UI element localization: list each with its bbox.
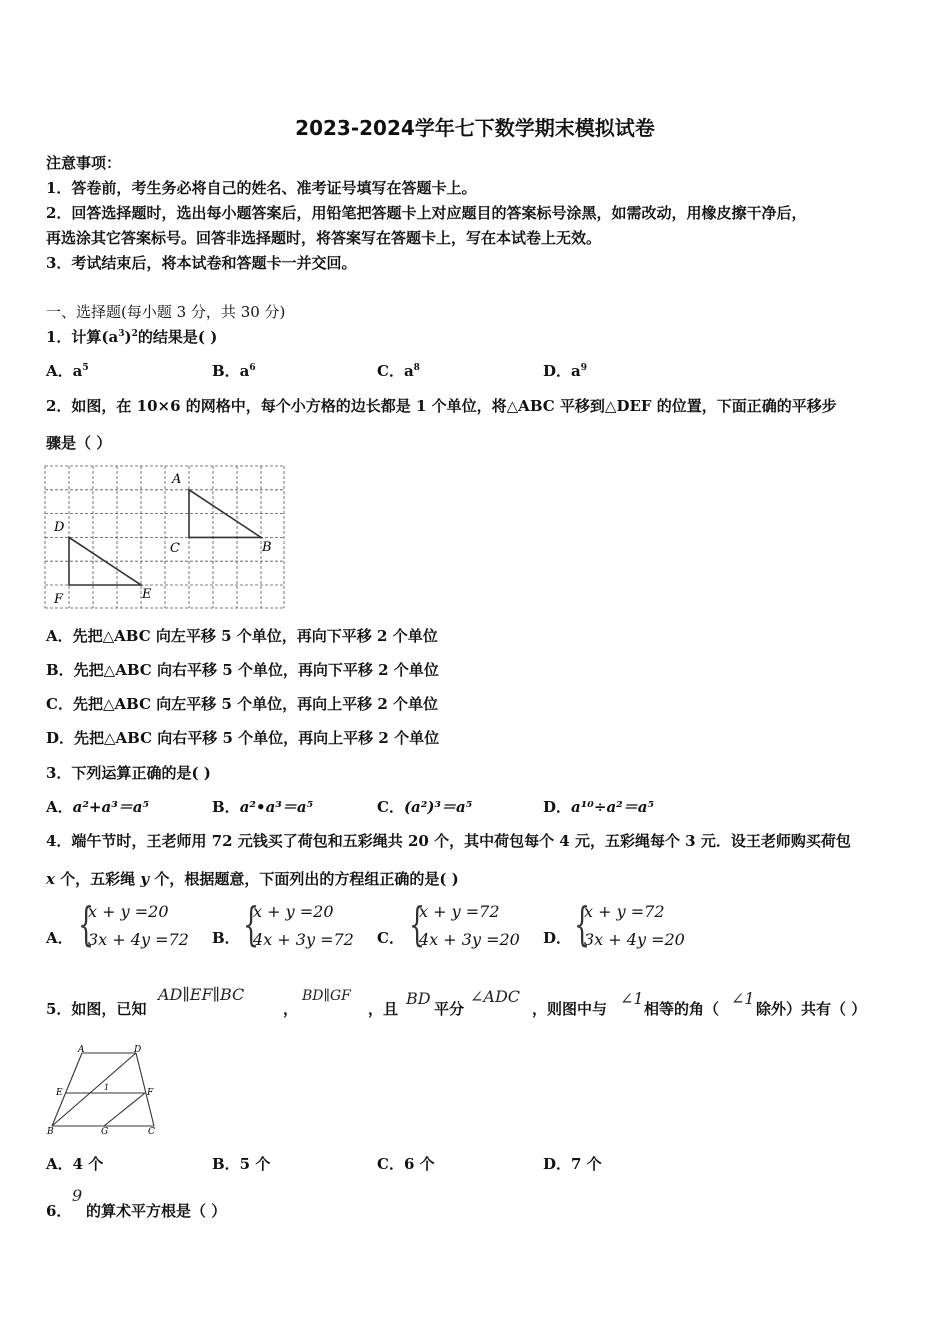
q5-option-c[interactable]: C．6 个: [377, 1155, 435, 1173]
brace-icon: {: [409, 897, 426, 951]
page-title: 2023-2024学年七下数学期末模拟试卷: [295, 116, 655, 140]
q4-d-eq1: x + y =72: [584, 902, 665, 921]
q3-option-a[interactable]: A．a²+a³＝a⁵: [46, 798, 150, 816]
q5-formula-bd-gf: BD∥GF: [302, 988, 351, 1004]
q5-formula-angle1-b: ∠1: [731, 989, 755, 1008]
q4-option-d-label[interactable]: D．: [543, 929, 572, 947]
q4-c-eq1: x + y =72: [419, 902, 500, 921]
q5-formula-bd: BD: [406, 989, 431, 1008]
q4-b-eq1: x + y =20: [253, 902, 334, 921]
question-6-number: 6．: [46, 1202, 72, 1220]
label-c: C: [170, 541, 180, 556]
question-1-stem: 1．计算$(a^3)^2$的结果是( ): [46, 328, 218, 346]
question-4-stem-line1: 4．端午节时，王老师用 72 元钱买了荷包和五彩绳共 20 个，其中荷包每个 4 元，五彩绳每个 3 元．设王老师购买荷包: [46, 832, 851, 850]
brace-icon: {: [574, 897, 591, 951]
label-e: E: [142, 587, 152, 602]
q1-option-b[interactable]: B．$a^6$: [212, 362, 256, 380]
question-6-stem: 的算术平方根是（ ）: [86, 1202, 227, 1220]
question-3-stem: 3．下列运算正确的是( ): [46, 764, 211, 782]
q3-option-c[interactable]: C．(a²)³＝a⁵: [377, 798, 473, 816]
label-d: D: [134, 1045, 142, 1055]
label-a: A: [78, 1045, 85, 1055]
question-5-stem-c: ，且: [368, 1000, 399, 1018]
label-b: B: [262, 540, 272, 555]
q5-option-a[interactable]: A．4 个: [46, 1155, 104, 1173]
trapezoid-figure: [44, 1043, 162, 1135]
question-5-stem-e: ，则图中与: [532, 1000, 608, 1018]
question-2-stem-line1: 2．如图，在 10×6 的网格中，每个小方格的边长都是 1 个单位，将△ABC 平移到△DEF 的位置，下面正确的平移步: [46, 397, 837, 415]
notice-heading: 注意事项：: [46, 154, 122, 172]
q5-option-b[interactable]: B．5 个: [212, 1155, 271, 1173]
q4-c-eq2: 4x + 3y =20: [419, 930, 520, 949]
label-b: B: [47, 1127, 54, 1135]
q4-a-eq2: 3x + 4y =72: [88, 930, 189, 949]
q4-option-b-system[interactable]: [243, 899, 363, 959]
label-angle-1: 1: [104, 1083, 110, 1092]
q4-option-b-label[interactable]: B．: [212, 929, 240, 947]
q1-option-a[interactable]: A．$a^5$: [46, 362, 89, 380]
q3-option-d[interactable]: D．a¹⁰÷a²＝a⁵: [543, 798, 655, 816]
label-f: F: [147, 1088, 154, 1098]
question-5-stem-g: 除外）共有（ ）: [756, 1000, 867, 1018]
section-heading: 一、选择题(每小题 3 分，共 30 分): [46, 303, 286, 321]
question-5-stem-b: ，: [283, 1000, 299, 1018]
q2-option-b[interactable]: B．先把△ABC 向右平移 5 个单位，再向下平移 2 个单位: [46, 661, 439, 679]
q3-option-b[interactable]: B．a²•a³＝a⁵: [212, 798, 314, 816]
q4-option-a-system[interactable]: [78, 899, 198, 959]
label-e: E: [56, 1088, 63, 1098]
q4-d-eq2: 3x + 4y =20: [584, 930, 685, 949]
brace-icon: {: [78, 897, 95, 951]
q4-option-c-label[interactable]: C．: [377, 929, 404, 947]
question-5-stem-d: 平分: [434, 1000, 465, 1018]
q4-option-a-label[interactable]: A．: [46, 929, 73, 947]
q2-option-a[interactable]: A．先把△ABC 向左平移 5 个单位，再向下平移 2 个单位: [46, 627, 438, 645]
q5-formula-parallel: AD∥EF∥BC: [158, 985, 245, 1004]
q2-option-c[interactable]: C．先把△ABC 向左平移 5 个单位，再向上平移 2 个单位: [46, 695, 438, 713]
question-2-stem-line2: 骤是（ ）: [46, 434, 112, 452]
q5-option-d[interactable]: D．7 个: [543, 1155, 602, 1173]
notice-item-1: 1．答卷前，考生务必将自己的姓名、准考证号填写在答题卡上。: [46, 179, 477, 197]
q1-option-c[interactable]: C．$a^8$: [377, 362, 420, 380]
notice-item-3: 3．考试结束后，将本试卷和答题卡一并交回。: [46, 254, 357, 272]
q5-formula-angle-adc: ∠ADC: [470, 987, 521, 1006]
question-4-stem-line2: x 个，五彩绳 y 个，根据题意，下面列出的方程组正确的是( ): [46, 870, 459, 888]
label-g: G: [101, 1127, 109, 1135]
q4-option-d-system[interactable]: [574, 899, 694, 959]
q6-formula: 9: [72, 1186, 83, 1205]
label-a: A: [172, 472, 182, 487]
q5-formula-angle1: ∠1: [620, 989, 644, 1008]
question-5-stem-f: 相等的角（: [644, 1000, 720, 1018]
brace-icon: {: [243, 897, 260, 951]
grid-translation-figure: [44, 465, 286, 611]
q4-option-c-system[interactable]: [409, 899, 529, 959]
q4-b-eq2: 4x + 3y =72: [253, 930, 354, 949]
q1-option-d[interactable]: D．$a^9$: [543, 362, 587, 380]
label-d: D: [54, 520, 65, 535]
notice-item-2-cont: 再选涂其它答案标号。回答非选择题时，将答案写在答题卡上，写在本试卷上无效。: [46, 229, 602, 247]
notice-item-2: 2．回答选择题时，选出每小题答案后，用铅笔把答题卡上对应题目的答案标号涂黑，如需改动，用橡皮擦干净后，: [46, 204, 807, 222]
question-5-stem-a: 5．如图，已知: [46, 1000, 147, 1018]
q2-option-d[interactable]: D．先把△ABC 向右平移 5 个单位，再向上平移 2 个单位: [46, 729, 440, 747]
q4-a-eq1: x + y =20: [88, 902, 169, 921]
label-f: F: [54, 592, 64, 607]
label-c: C: [148, 1127, 155, 1135]
